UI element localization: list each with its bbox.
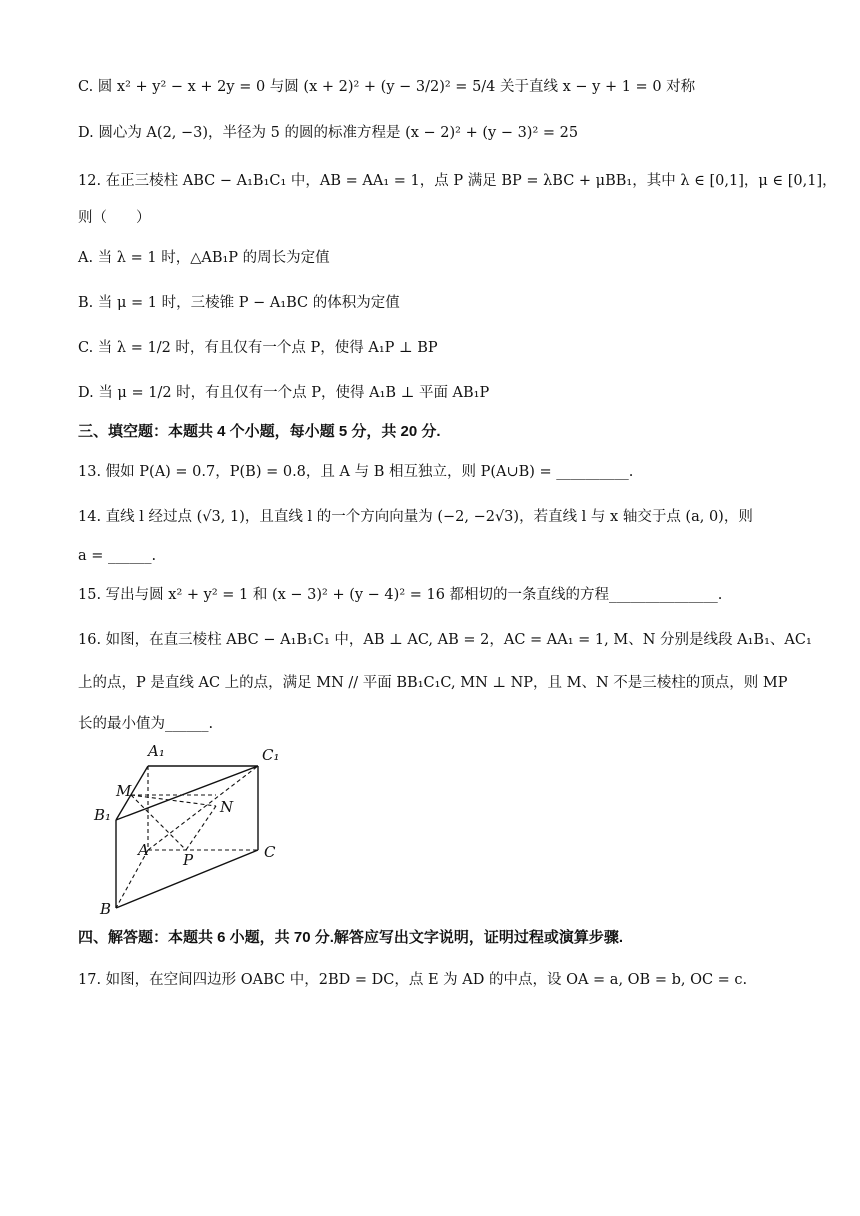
option-12b: B. 当 μ = 1 时，三棱锥 P − A₁BC 的体积为定值: [78, 295, 400, 311]
question-12-prompt: 则（ ）: [78, 210, 151, 226]
option-11d: D. 圆心为 A(2, −3)，半径为 5 的圆的标准方程是 (x − 2)² + (y − 3)² = 25: [78, 125, 579, 141]
diagonal-ac1-hidden: [148, 766, 258, 850]
option-12c: C. 当 λ = 1/2 时，有且仅有一个点 P，使得 A₁P ⊥ BP: [78, 340, 438, 356]
prism-figure: [86, 740, 286, 920]
label-b1: B₁: [94, 806, 112, 824]
section-heading-fill-in: 三、填空题：本题共 4 个小题，每小题 5 分，共 20 分.: [78, 423, 441, 440]
question-16-end: 长的最小值为______.: [78, 716, 214, 732]
question-12: 12. 在正三棱柱 ABC − A₁B₁C₁ 中，AB = AA₁ = 1，点 P 满足 BP = λBC + μBB₁，其中 λ ∈ [0,1]，μ ∈ [0,1]，: [78, 173, 837, 189]
option-11c: C. 圆 x² + y² − x + 2y = 0 与圆 (x + 2)² + (y − 3/2)² = 5/4 关于直线 x − y + 1 = 0 对称: [78, 79, 696, 95]
question-16-continued: 上的点，P 是直线 AC 上的点，满足 MN // 平面 BB₁C₁C, MN ⊥ NP，且 M、N 不是三棱柱的顶点，则 MP: [78, 675, 788, 691]
label-b: B: [100, 900, 112, 918]
label-p: P: [183, 851, 194, 869]
option-12a: A. 当 λ = 1 时，△AB₁P 的周长为定值: [78, 250, 330, 266]
label-c: C: [264, 843, 276, 861]
question-14: 14. 直线 l 经过点 (√3, 1)，且直线 l 的一个方向向量为 (−2, −2√3)，若直线 l 与 x 轴交于点 (a, 0)，则: [78, 509, 753, 525]
option-12d: D. 当 μ = 1/2 时，有且仅有一个点 P，使得 A₁B ⊥ 平面 AB₁P: [78, 385, 490, 401]
question-14-continued: a = ______.: [78, 548, 157, 564]
segment-mn: [131, 795, 216, 806]
question-15: 15. 写出与圆 x² + y² = 1 和 (x − 3)² + (y − 4)² = 16 都相切的一条直线的方程_______________.: [78, 587, 723, 603]
question-17: 17. 如图，在空间四边形 OABC 中，2BD = DC，点 E 为 AD 的中点，设 OA = a, OB = b, OC = c.: [78, 972, 748, 988]
segment-np: [186, 806, 216, 850]
edge-b1c1: [116, 766, 258, 820]
question-13: 13. 假如 P(A) = 0.7，P(B) = 0.8，且 A 与 B 相互独立，则 P(A∪B) = __________.: [78, 464, 634, 480]
label-m: M: [116, 782, 132, 800]
question-16: 16. 如图，在直三棱柱 ABC − A₁B₁C₁ 中，AB ⊥ AC, AB = 2，AC = AA₁ = 1, M、N 分别是线段 A₁B₁、AC₁: [78, 632, 812, 648]
label-a: A: [138, 841, 149, 859]
label-n: N: [220, 798, 234, 816]
label-a1: A₁: [148, 742, 165, 760]
label-c1: C₁: [262, 746, 280, 764]
section-heading-solutions: 四、解答题：本题共 6 小题，共 70 分.解答应写出文字说明，证明过程或演算步骤.: [78, 929, 624, 946]
